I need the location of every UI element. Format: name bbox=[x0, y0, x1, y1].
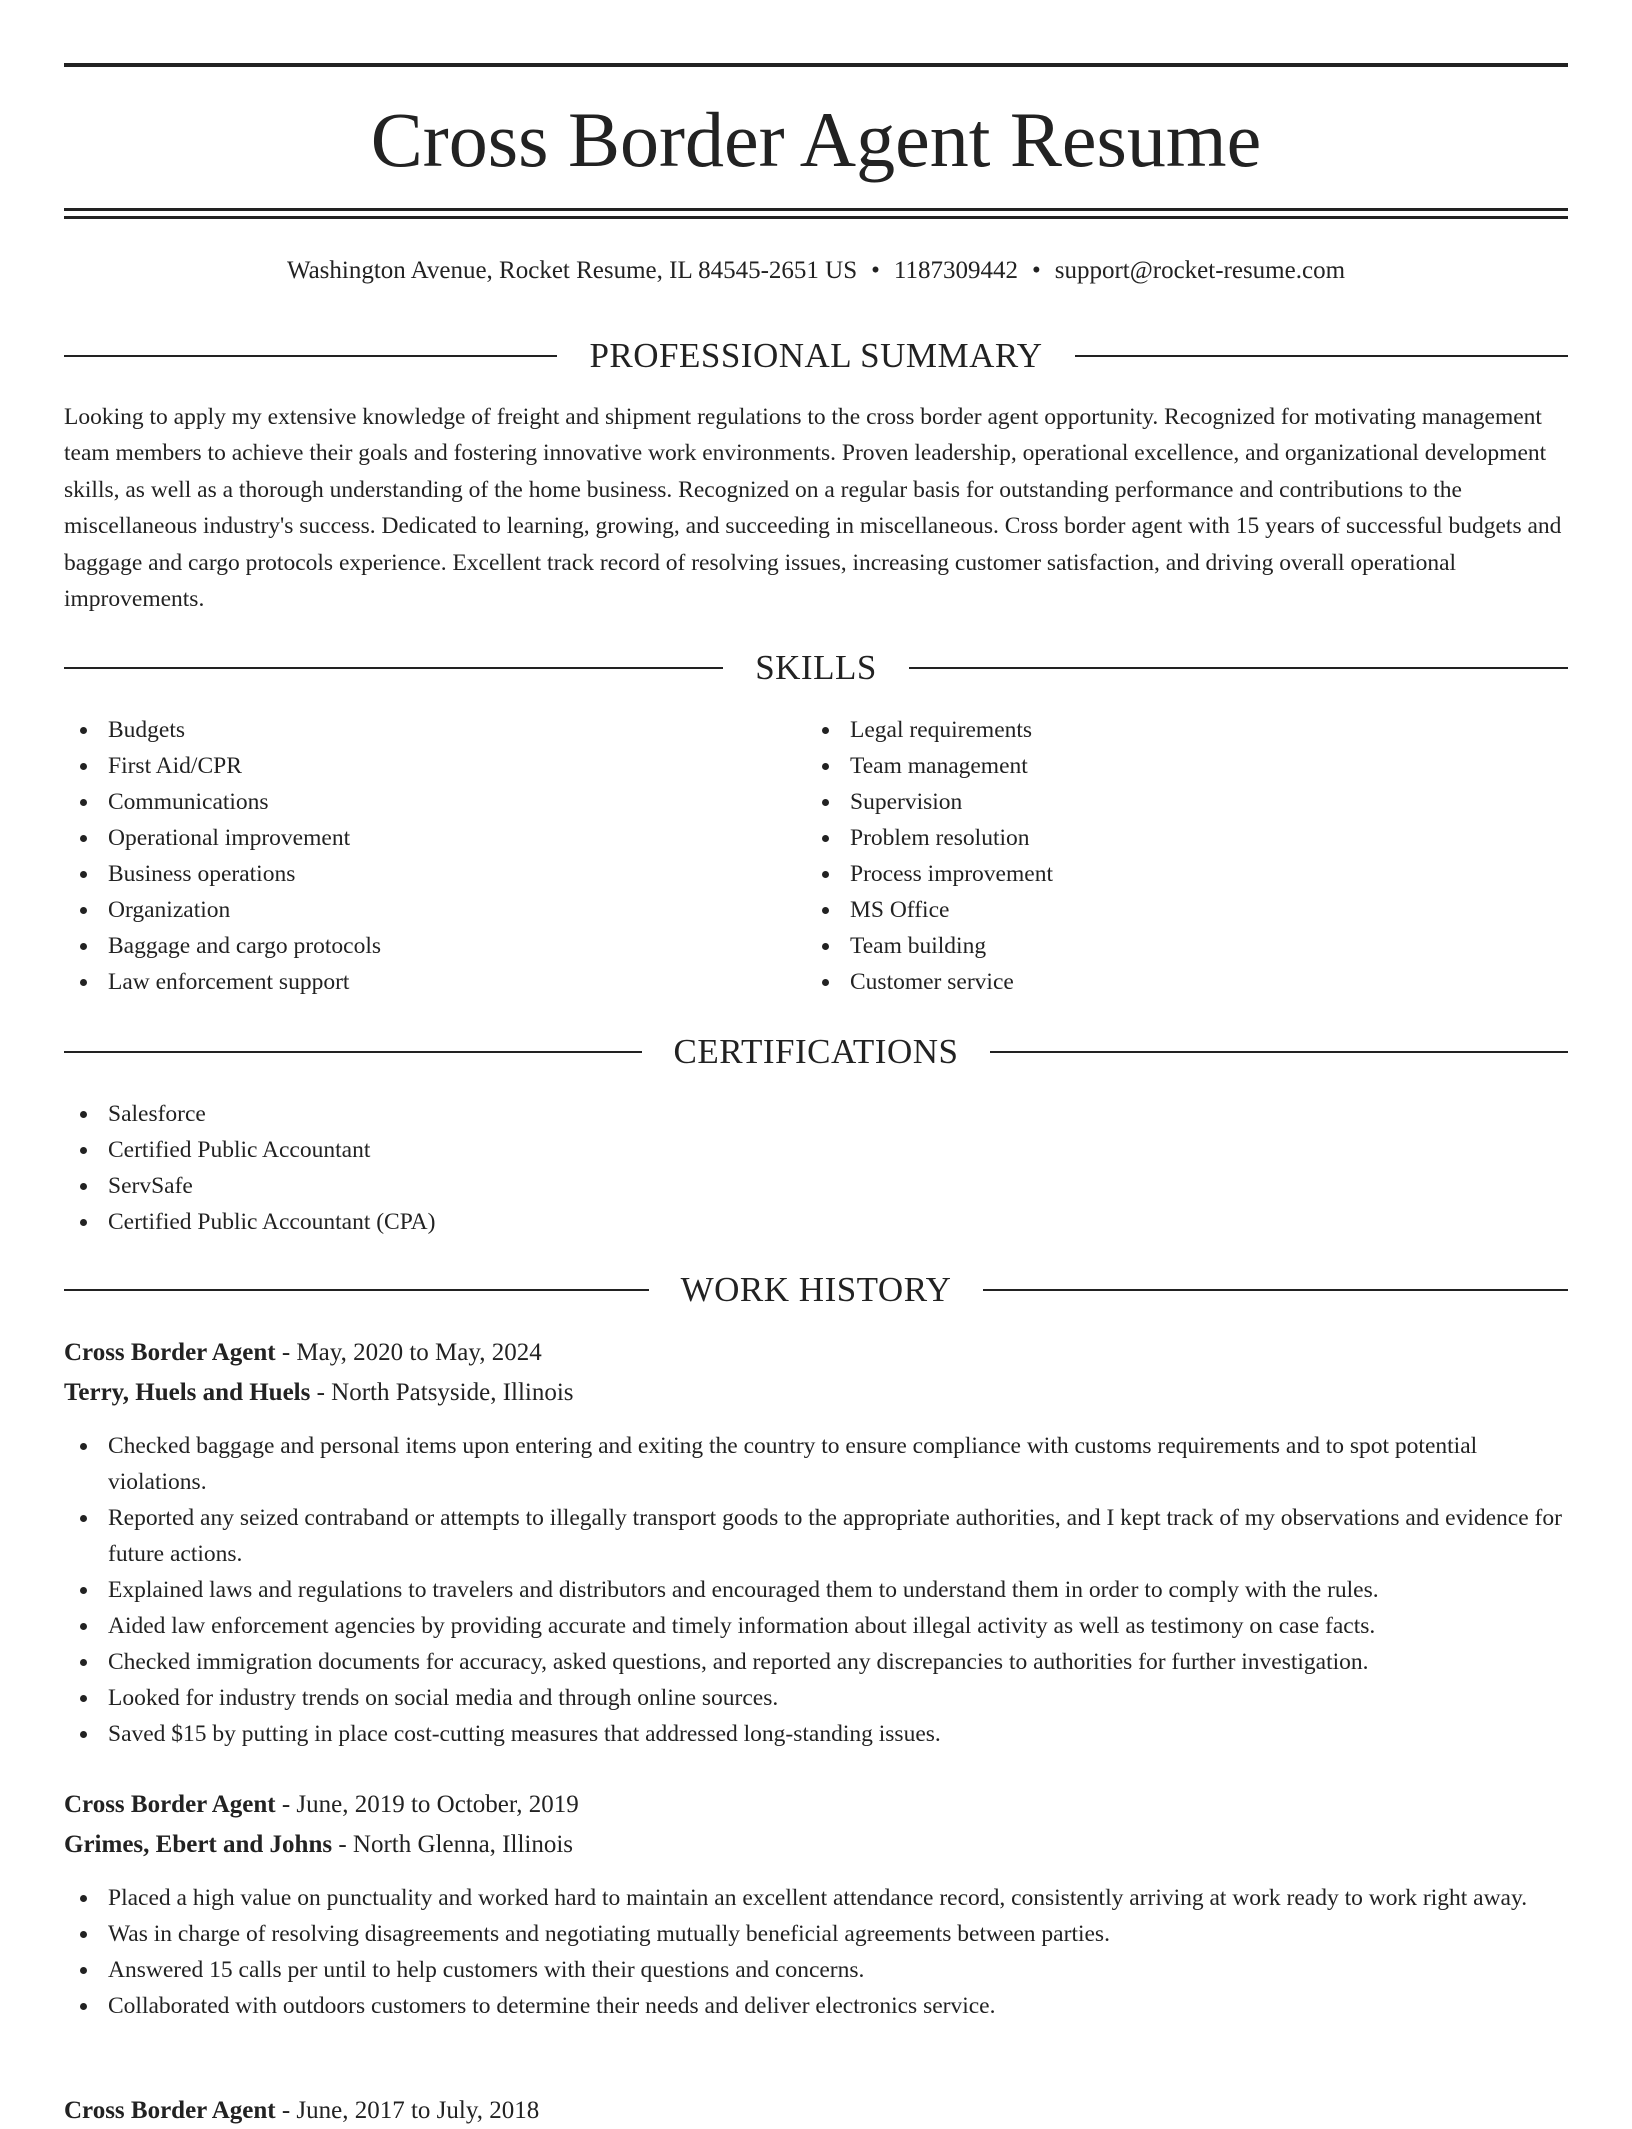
contact-address: Washington Avenue, Rocket Resume, IL 84545-2651 US bbox=[286, 257, 858, 284]
job-bullet: Saved $15 by putting in place cost-cutting measures that addressed long-standing issues. bbox=[64, 1716, 1568, 1752]
skills-list-left bbox=[64, 712, 764, 1000]
job-company-line bbox=[64, 1827, 1568, 1863]
certification-item: Salesforce bbox=[64, 1096, 1568, 1132]
header-bottom-rule-1 bbox=[64, 208, 1568, 211]
skill-item: Legal requirements bbox=[806, 712, 1506, 748]
section-rule-left bbox=[64, 667, 723, 669]
skill-item: Law enforcement support bbox=[64, 964, 764, 1000]
skill-item: Business operations bbox=[64, 856, 764, 892]
job-dates: - May, 2020 to May, 2024 bbox=[275, 1339, 542, 1366]
section-rule-right bbox=[909, 667, 1568, 669]
job-title-line bbox=[64, 2093, 1568, 2129]
work-section-header bbox=[64, 1268, 1568, 1312]
skill-item: MS Office bbox=[806, 892, 1506, 928]
section-rule-right bbox=[1075, 355, 1568, 357]
certifications-list bbox=[64, 1096, 1568, 1240]
certification-item: Certified Public Accountant bbox=[64, 1132, 1568, 1168]
certification-item: ServSafe bbox=[64, 1168, 1568, 1204]
skill-item: Process improvement bbox=[806, 856, 1506, 892]
certification-item: Certified Public Accountant (CPA) bbox=[64, 1204, 1568, 1240]
skill-item: First Aid/CPR bbox=[64, 748, 764, 784]
skill-item: Operational improvement bbox=[64, 820, 764, 856]
job-location: - North Patsyside, Illinois bbox=[310, 1379, 574, 1406]
skill-item: Problem resolution bbox=[806, 820, 1506, 856]
summary-section-header bbox=[64, 334, 1568, 378]
section-rule-right bbox=[983, 1289, 1568, 1291]
job-title-line bbox=[64, 1787, 1568, 1823]
section-rule-left bbox=[64, 355, 557, 357]
job-bullet: Checked immigration documents for accuracy, asked questions, and reported any discrepancies to authorities for further investigation. bbox=[64, 1644, 1568, 1680]
job-bullet: Aided law enforcement agencies by providing accurate and timely information about illegal activity as well as testimony on case facts. bbox=[64, 1608, 1568, 1644]
skill-item: Organization bbox=[64, 892, 764, 928]
certifications-section-header bbox=[64, 1030, 1568, 1074]
job-bullets bbox=[64, 1880, 1568, 2024]
job-title-line bbox=[64, 1335, 1568, 1371]
section-rule-right bbox=[990, 1051, 1568, 1053]
resume-title: Cross Border Agent Resume bbox=[370, 96, 1262, 183]
job-company: Terry, Huels and Huels bbox=[64, 1379, 311, 1406]
job-bullet: Reported any seized contraband or attempts to illegally transport goods to the appropriate authorities, and I kept track of my observations and evidence for future actions. bbox=[64, 1500, 1568, 1572]
job-title: Cross Border Agent bbox=[64, 2097, 276, 2124]
skills-list-right bbox=[806, 712, 1506, 1000]
section-rule-left bbox=[64, 1289, 649, 1291]
job-dates: - June, 2017 to July, 2018 bbox=[275, 2097, 540, 2124]
job-title: Cross Border Agent bbox=[64, 1339, 276, 1366]
section-rule-left bbox=[64, 1051, 642, 1053]
skill-item: Supervision bbox=[806, 784, 1506, 820]
work-heading: WORK HISTORY bbox=[680, 1270, 952, 1309]
job-bullet: Placed a high value on punctuality and worked hard to maintain an excellent attendance record, consistently arriving at work ready to work right away. bbox=[64, 1880, 1568, 1916]
skills-section-header bbox=[64, 646, 1568, 690]
header-top-rule bbox=[64, 63, 1568, 67]
skill-item: Budgets bbox=[64, 712, 764, 748]
skills-heading: SKILLS bbox=[755, 648, 877, 687]
contact-line bbox=[64, 253, 1568, 289]
summary-text: Looking to apply my extensive knowledge of freight and shipment regulations to the cross border agent opportunity. Recognized for motivating management team members to achieve their goals and fostering innovative work environments. Proven leadership, operational excellence, and organizational development skills, as well as a thorough understanding of the home business. Recognized on a regular basis for outstanding performance and contributions to the miscellaneous industry's success. Dedicated to learning, growing, and succeeding in miscellaneous. Cross border agent with 15 years of successful budgets and baggage and cargo protocols experience. Excellent track record of resolving issues, increasing customer satisfaction, and driving overall operational improvements. bbox=[64, 404, 1562, 613]
job-location: - North Glenna, Illinois bbox=[332, 1831, 574, 1858]
job-dates: - June, 2019 to October, 2019 bbox=[275, 1791, 579, 1818]
skill-item: Team building bbox=[806, 928, 1506, 964]
job-bullet: Looked for industry trends on social media and through online sources. bbox=[64, 1680, 1568, 1716]
job-bullets bbox=[64, 1428, 1568, 1752]
contact-separator: • bbox=[1031, 257, 1041, 284]
job-bullet: Explained laws and regulations to travelers and distributors and encouraged them to understand them in order to comply with the rules. bbox=[64, 1572, 1568, 1608]
header-bottom-rule-2 bbox=[64, 216, 1568, 219]
job-company-line bbox=[64, 1375, 1568, 1411]
certifications-heading: CERTIFICATIONS bbox=[673, 1032, 959, 1071]
job-bullet: Checked baggage and personal items upon entering and exiting the country to ensure compliance with customs requirements and to spot potential violations. bbox=[64, 1428, 1568, 1500]
skill-item: Baggage and cargo protocols bbox=[64, 928, 764, 964]
contact-email: support@rocket-resume.com bbox=[1054, 257, 1346, 284]
skill-item: Communications bbox=[64, 784, 764, 820]
skill-item: Team management bbox=[806, 748, 1506, 784]
job-bullet: Collaborated with outdoors customers to determine their needs and deliver electronics service. bbox=[64, 1988, 1568, 2024]
job-title: Cross Border Agent bbox=[64, 1791, 276, 1818]
skill-item: Customer service bbox=[806, 964, 1506, 1000]
contact-separator: • bbox=[871, 257, 880, 284]
summary-heading: PROFESSIONAL SUMMARY bbox=[589, 336, 1043, 375]
contact-phone: 1187309442 bbox=[893, 257, 1018, 284]
job-bullet: Answered 15 calls per until to help customers with their questions and concerns. bbox=[64, 1952, 1568, 1988]
job-bullet: Was in charge of resolving disagreements and negotiating mutually beneficial agreements between parties. bbox=[64, 1916, 1568, 1952]
job-company: Grimes, Ebert and Johns bbox=[64, 1831, 333, 1858]
